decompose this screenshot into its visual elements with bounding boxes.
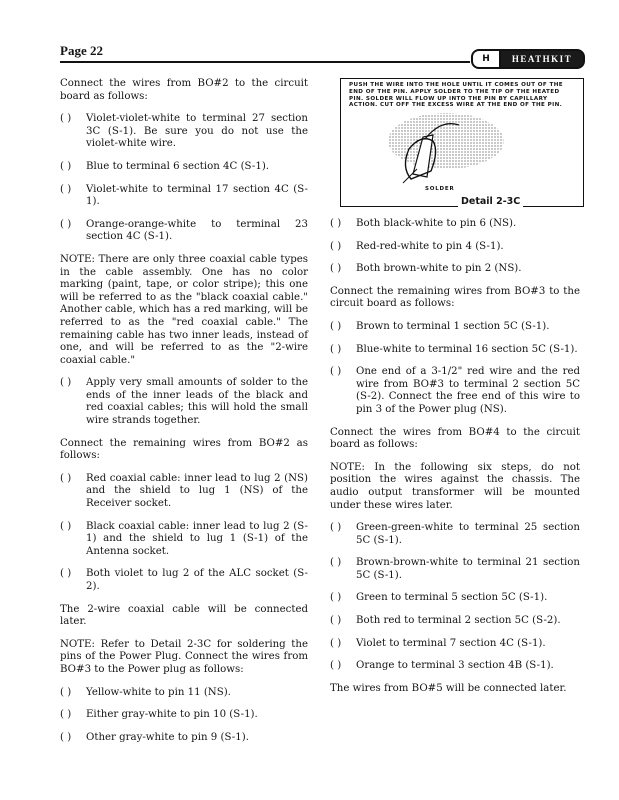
intro-bo3: Connect the remaining wires from BO#3 to the circuit board as follows:: [330, 285, 580, 310]
heathkit-logo: [471, 49, 585, 69]
step-text: Green to terminal 5 section 5C (S-1).: [356, 592, 548, 604]
step-item[interactable]: [60, 521, 308, 559]
checkbox[interactable]: ( ): [60, 160, 72, 172]
logo-mark: H: [473, 51, 501, 67]
step-text: Both violet to lug 2 of the ALC socket (S-2).: [86, 568, 308, 592]
step-text: Black coaxial cable: inner lead to lug 2 (S-1) and the shield to lug 1 (S-1) of the Antenna socket.: [86, 520, 308, 557]
step-item[interactable]: [60, 473, 308, 511]
step-item[interactable]: [60, 687, 308, 700]
later-note-bo5: The wires from BO#5 will be connected later.: [330, 682, 567, 694]
step-item[interactable]: [330, 241, 580, 254]
step-text: Both red to terminal 2 section 5C (S-2).: [356, 615, 561, 627]
step-item[interactable]: [330, 218, 580, 231]
solder-wire: [403, 169, 417, 183]
checkbox[interactable]: ( ): [330, 660, 342, 672]
step-text: Violet-white to terminal 17 section 4C (S-1).: [86, 183, 308, 208]
checkbox[interactable]: ( ): [60, 731, 72, 743]
step-text: Orange-orange-white to terminal 23 section 4C (S-1).: [86, 218, 308, 243]
detail-instruction: PUSH THE WIRE INTO THE HOLE UNTIL IT COMES OUT OF THE END OF THE PIN. APPLY SOLDER TO THE TIP OF THE HEATED PIN. SOLDER WILL FLOW UP INTO THE PIN BY CAPILLARY ACTION. CUT OFF THE EXCESS WIRE AT THE END OF THE PIN.: [349, 82, 564, 109]
step-item[interactable]: [330, 321, 580, 334]
step-item[interactable]: [60, 161, 308, 174]
checkbox[interactable]: ( ): [330, 320, 342, 332]
intro-bo2-remaining: Connect the remaining wires from BO#2 as follows:: [60, 437, 308, 462]
checkbox[interactable]: ( ): [60, 686, 72, 698]
step-text: Red coaxial cable: inner lead to lug 2 (NS) and the shield to lug 1 (NS) of the Receiver socket.: [86, 472, 308, 510]
right-column: [330, 218, 580, 705]
step-text: Blue to terminal 6 section 4C (S-1).: [86, 160, 270, 172]
step-text: Brown-brown-white to terminal 21 section 5C (S-1).: [356, 557, 580, 581]
step-item[interactable]: [60, 113, 308, 151]
step-item[interactable]: [330, 638, 580, 651]
step-item[interactable]: [330, 660, 580, 673]
step-text: Both black-white to pin 6 (NS).: [356, 218, 517, 229]
detail-figure: [340, 78, 584, 207]
note-coaxial: NOTE: There are only three coaxial cable types in the cable assembly. One has no color marking (paint, tape, or color stripe); this one will be referred to as the "black coaxial cable." Another cable, which has a red marking, will be referred to as the "red coaxial cable." The remaining cable has two inner leads, instead of one, and will be referred to as the "2-wire coaxial cable.": [60, 253, 308, 366]
checkbox[interactable]: ( ): [330, 366, 342, 378]
step-text: Violet-violet-white to terminal 27 section 3C (S-1). Be sure you do not use the violet-white wire.: [86, 113, 308, 150]
step-item[interactable]: [330, 263, 580, 276]
pin-solder-illustration: [341, 79, 583, 206]
step-text: Blue-white to terminal 16 section 5C (S-1).: [356, 343, 578, 355]
step-item[interactable]: [330, 557, 580, 582]
note-transformer: NOTE: In the following six steps, do not position the wires against the chassis. The audio output transformer will be mounted under these wires later.: [330, 461, 580, 511]
step-text: Either gray-white to pin 10 (S-1).: [86, 709, 258, 721]
step-item[interactable]: [60, 377, 308, 427]
checkbox[interactable]: ( ): [330, 263, 342, 275]
detail-caption: Detail 2-3C: [458, 196, 523, 207]
left-column: [60, 78, 308, 754]
checkbox[interactable]: ( ): [60, 568, 72, 580]
checkbox[interactable]: ( ): [330, 240, 342, 252]
step-text: One end of a 3-1/2" red wire and the red wire from BO#3 to terminal 2 section 5C (S-2). Connect the free end of this wire to pin 3 of the Power plug (NS).: [356, 366, 580, 415]
page-number: Page 22: [60, 43, 103, 58]
checkbox[interactable]: ( ): [330, 592, 342, 604]
checkbox[interactable]: ( ): [330, 615, 342, 627]
checkbox[interactable]: ( ): [60, 113, 72, 125]
step-item[interactable]: [60, 732, 308, 745]
checkbox[interactable]: ( ): [60, 183, 72, 195]
step-text: Apply very small amounts of solder to the ends of the inner leads of the black and red coaxial cables; this will hold the small wire strands together.: [86, 377, 308, 427]
step-text: Yellow-white to pin 11 (NS).: [86, 686, 231, 698]
step-item[interactable]: [330, 366, 580, 416]
checkbox[interactable]: ( ): [60, 709, 72, 721]
note-power-plug: NOTE: Refer to Detail 2-3C for soldering the pins of the Power Plug. Connect the wires from BO#3 to the Power plug as follows:: [60, 638, 308, 675]
checkbox[interactable]: ( ): [60, 377, 72, 389]
intro-bo2: Connect the wires from BO#2 to the circuit board as follows:: [60, 78, 308, 102]
step-text: Violet to terminal 7 section 4C (S-1).: [356, 637, 546, 649]
step-text: Both brown-white to pin 2 (NS).: [356, 263, 522, 275]
solder-label: SOLDER: [425, 186, 455, 192]
checkbox[interactable]: ( ): [60, 218, 72, 230]
step-item[interactable]: [330, 522, 580, 547]
intro-bo4: Connect the wires from BO#4 to the circuit board as follows:: [330, 426, 580, 451]
checkbox[interactable]: ( ): [330, 218, 342, 229]
step-text: Other gray-white to pin 9 (S-1).: [86, 731, 249, 743]
step-item[interactable]: [330, 344, 580, 357]
step-item[interactable]: [60, 709, 308, 722]
step-text: Green-green-white to terminal 25 section 5C (S-1).: [356, 522, 580, 546]
header-rule: [60, 61, 470, 63]
checkbox[interactable]: ( ): [60, 472, 72, 484]
step-item[interactable]: [330, 592, 580, 605]
checkbox[interactable]: ( ): [330, 522, 342, 534]
step-text: Brown to terminal 1 section 5C (S-1).: [356, 320, 550, 332]
step-text: Orange to terminal 3 section 4B (S-1).: [356, 660, 554, 672]
checkbox[interactable]: ( ): [330, 557, 342, 569]
step-item[interactable]: [330, 615, 580, 628]
step-text: Red-red-white to pin 4 (S-1).: [356, 240, 504, 252]
checkbox[interactable]: ( ): [330, 343, 342, 355]
step-item[interactable]: [60, 568, 308, 593]
later-note: The 2-wire coaxial cable will be connected later.: [60, 603, 308, 628]
logo-text: HEATHKIT: [511, 54, 573, 64]
checkbox[interactable]: ( ): [60, 520, 72, 532]
checkbox[interactable]: ( ): [330, 637, 342, 649]
step-item[interactable]: [60, 219, 308, 244]
step-item[interactable]: [60, 184, 308, 209]
